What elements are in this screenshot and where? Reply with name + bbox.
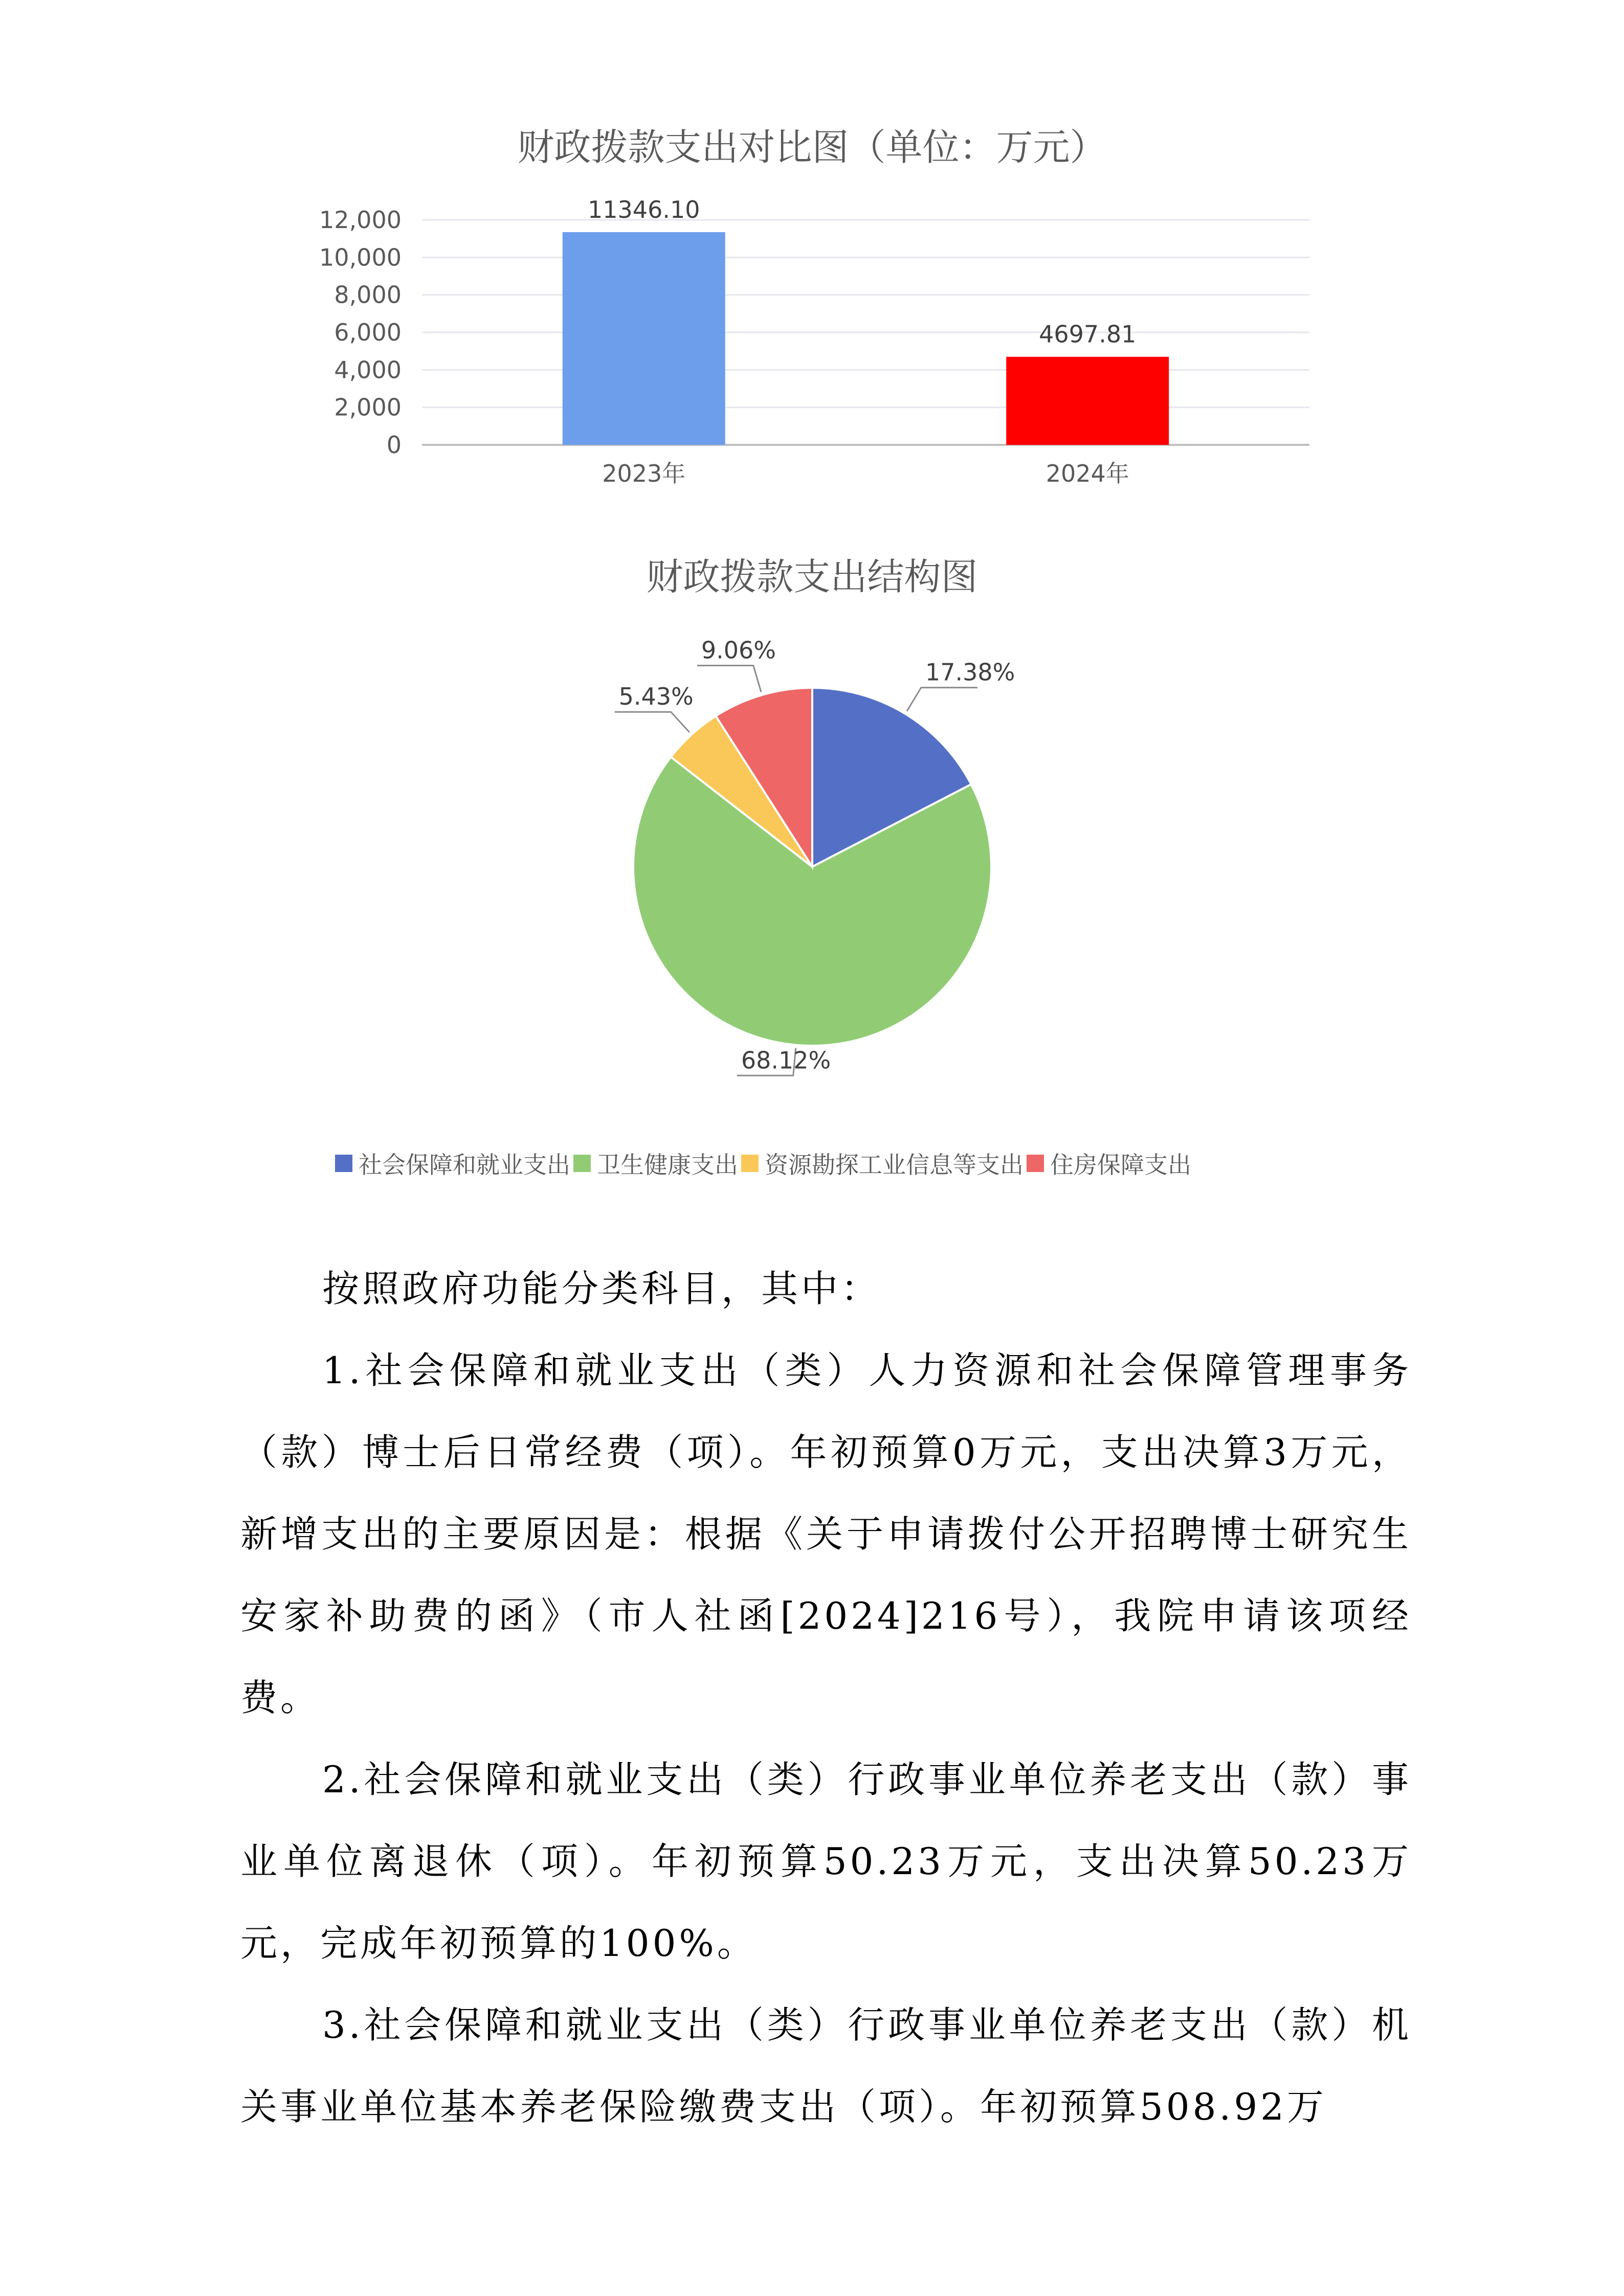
pie-legend xyxy=(335,1145,1358,1181)
legend-label: 社会保障和就业支出 xyxy=(359,1151,570,1179)
y-tick-label: 12,000 xyxy=(319,206,402,234)
legend-label: 卫生健康支出 xyxy=(597,1151,738,1179)
bar-value-label: 11346.10 xyxy=(588,195,700,223)
legend-label: 住房保障支出 xyxy=(1050,1151,1191,1179)
legend-item-resources xyxy=(741,1146,1024,1180)
pie-value-label: 9.06% xyxy=(701,636,776,664)
pie-leader-line xyxy=(907,688,977,711)
pie-value-label: 68.12% xyxy=(741,1046,831,1074)
y-tick-label: 4,000 xyxy=(334,356,402,384)
legend-item-housing xyxy=(1027,1146,1191,1180)
y-tick-label: 0 xyxy=(386,431,402,459)
y-tick-label: 8,000 xyxy=(334,281,402,309)
paragraph-item-3: 3.社会保障和就业支出（类）行政事业单位养老支出（款）机关事业单位基本养老保险缴费支出（项）。年初预算508.92万 xyxy=(240,2004,1412,2128)
y-tick-label: 2,000 xyxy=(334,393,402,421)
pie-chart-title: 财政拨款支出结构图 xyxy=(646,555,978,598)
body-text xyxy=(240,1248,1412,2148)
pie-leader-line xyxy=(697,665,761,692)
x-tick-label: 2024年 xyxy=(1045,460,1129,487)
x-tick-label: 2023年 xyxy=(602,460,686,487)
legend-item-social-security xyxy=(335,1146,570,1180)
bar-chart-title: 财政拨款支出对比图（单位：万元） xyxy=(517,126,1107,169)
legend-label: 资源勘探工业信息等支出 xyxy=(765,1151,1024,1179)
paragraph-item-2: 2.社会保障和就业支出（类）行政事业单位养老支出（款）事业单位离退休（项）。年初预算50.23万元，支出决算50.23万元，完成年初预算的100%。 xyxy=(240,1758,1412,1965)
legend-swatch xyxy=(335,1155,352,1172)
legend-swatch xyxy=(741,1155,759,1172)
pie-leader-line xyxy=(615,712,689,732)
legend-item-health xyxy=(573,1146,738,1180)
bar-value-label: 4697.81 xyxy=(1039,320,1137,348)
pie-value-label: 17.38% xyxy=(925,658,1015,686)
y-tick-label: 10,000 xyxy=(319,243,402,272)
paragraph-item-1: 1.社会保障和就业支出（类）人力资源和社会保障管理事务（款）博士后日常经费（项）。年初预算0万元，支出决算3万元，新增支出的主要原因是：根据《关于申请拨付公开招聘博士研究生安家补助费的函》（市人社函[2024]216号），我院申请该项经费。 xyxy=(240,1349,1412,1719)
paragraph-intro: 按照政府功能分类科目，其中： xyxy=(322,1267,881,1310)
legend-swatch xyxy=(1027,1155,1044,1172)
legend-swatch xyxy=(573,1155,591,1172)
pie-value-label: 5.43% xyxy=(618,683,694,711)
y-tick-label: 6,000 xyxy=(334,319,402,346)
